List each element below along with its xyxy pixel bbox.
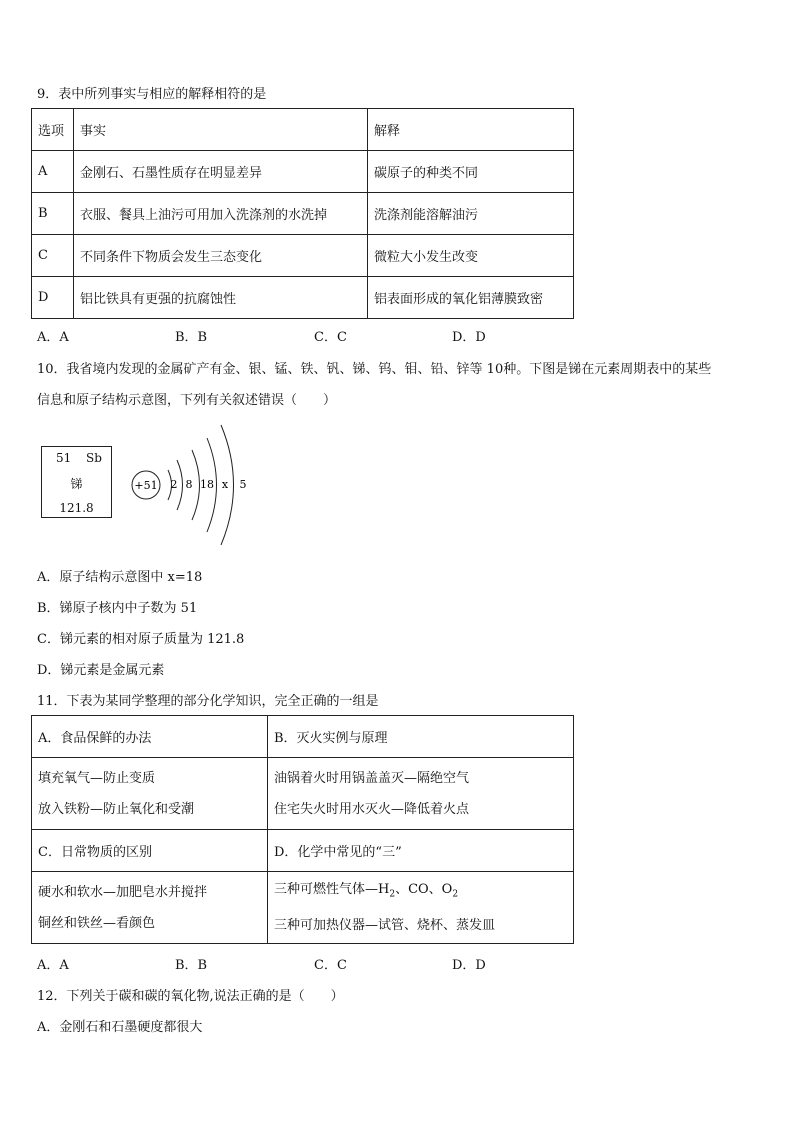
table-cell: 铝表面形成的氧化铝薄膜致密	[368, 277, 574, 319]
element-symbol: Sb	[86, 451, 102, 465]
q9-table	[31, 108, 574, 319]
cell-a-title: A．食品保鲜的办法	[32, 716, 268, 758]
cell-b-title: B．灭火实例与原理	[268, 716, 574, 758]
table-cell: 碳原子的种类不同	[368, 151, 574, 193]
table-cell: 铝比铁具有更强的抗腐蚀性	[74, 277, 368, 319]
cell-c-content	[32, 872, 268, 944]
header-cell: 事实	[74, 109, 368, 151]
q9-option-c[interactable]: C．C	[314, 330, 347, 345]
table-row	[32, 151, 574, 193]
q11-option-d[interactable]: D．D	[452, 958, 486, 973]
formula-subscript: 2	[389, 889, 396, 900]
cell-c-title: C．日常物质的区别	[32, 830, 268, 872]
q9-option-b[interactable]: B．B	[175, 330, 208, 345]
q12-stem: 12．下列关于碳和碳的氧化物,说法正确的是（ ）	[37, 989, 344, 1004]
table-cell: 衣服、餐具上油污可用加入洗涤剂的水洗掉	[74, 193, 368, 235]
shell-electrons-4: x	[221, 478, 229, 491]
q10-stem-line2: 信息和原子结构示意图，下列有关叙述错误（ ）	[37, 393, 337, 408]
cell-d-content	[268, 872, 574, 944]
cell-line-formula	[274, 874, 567, 911]
q11-table	[31, 715, 574, 944]
q10-stem-line1: 10．我省境内发现的金属矿产有金、银、锰、铁、钒、锑、钨、钼、铅、锌等 10种。下图是锑在元素周期表中的某些	[37, 362, 712, 377]
q10-option-a[interactable]: A．原子结构示意图中 x=18	[37, 570, 203, 585]
q11-stem: 11．下表为某同学整理的部分化学知识，完全正确的一组是	[37, 694, 379, 709]
q11-option-c[interactable]: C．C	[314, 958, 347, 973]
q10-option-d[interactable]: D．锑元素是金属元素	[37, 663, 165, 678]
shell-electrons-2: 8	[185, 478, 193, 491]
table-cell: 不同条件下物质会发生三态变化	[74, 235, 368, 277]
q10-option-c[interactable]: C．锑元素的相对原子质量为 121.8	[37, 632, 245, 647]
header-cell: 解释	[368, 109, 574, 151]
shell-electrons-5: 5	[239, 478, 247, 491]
q9-stem: 9．表中所列事实与相应的解释相符的是	[37, 87, 267, 102]
table-row	[32, 193, 574, 235]
formula-subscript: 2	[452, 889, 459, 900]
table-row	[32, 872, 574, 944]
table-row	[32, 235, 574, 277]
q10-option-b[interactable]: B．锑原子核内中子数为 51	[37, 601, 198, 616]
table-cell: D	[32, 277, 74, 319]
table-row	[32, 758, 574, 830]
formula-text: 、CO、O	[395, 881, 453, 897]
element-name: 锑	[70, 477, 83, 491]
table-row	[32, 716, 574, 758]
nucleus-charge: +51	[134, 479, 158, 492]
table-row	[32, 277, 574, 319]
table-cell: 微粒大小发生改变	[368, 235, 574, 277]
table-cell: C	[32, 235, 74, 277]
header-cell: 选项	[32, 109, 74, 151]
atomic-mass: 121.8	[59, 501, 94, 515]
shell-electrons-3: 18	[200, 478, 214, 491]
atomic-number: 51	[56, 451, 72, 465]
cell-line: 铜丝和铁丝—看颜色	[38, 915, 156, 931]
cell-d-title: D．化学中常见的“三”	[268, 830, 574, 872]
cell-line: 住宅失火时用水灭火—降低着火点	[274, 801, 470, 817]
shell-electrons-1: 2	[170, 478, 178, 491]
table-cell: 洗涤剂能溶解油污	[368, 193, 574, 235]
table-cell: B	[32, 193, 74, 235]
shell-arc-2	[177, 460, 183, 510]
cell-a-content	[32, 758, 268, 830]
q11-option-a[interactable]: A．A	[37, 958, 69, 973]
table-row	[32, 830, 574, 872]
table-cell: A	[32, 151, 74, 193]
cell-line: 三种可加热仪器—试管、烧杯、蒸发皿	[274, 918, 496, 934]
atom-structure-diagram	[128, 420, 258, 545]
q9-option-a[interactable]: A．A	[37, 330, 69, 345]
table-header-row	[32, 109, 574, 151]
cell-line: 填充氧气—防止变质	[38, 770, 156, 786]
formula-text: 三种可燃性气体—H	[274, 881, 390, 897]
table-cell: 金刚石、石墨性质存在明显差异	[74, 151, 368, 193]
element-card	[41, 446, 112, 518]
cell-line: 放入铁粉—防止氧化和受潮	[38, 801, 195, 817]
cell-line: 油锅着火时用锅盖盖灭—隔绝空气	[274, 770, 470, 786]
q12-option-a[interactable]: A．金刚石和石墨硬度都很大	[37, 1020, 203, 1035]
q11-option-b[interactable]: B．B	[175, 958, 208, 973]
cell-b-content	[268, 758, 574, 830]
shell-arc-3	[192, 450, 200, 520]
cell-line: 硬水和软水—加肥皂水并搅拌	[38, 884, 208, 900]
q9-option-d[interactable]: D．D	[452, 330, 486, 345]
